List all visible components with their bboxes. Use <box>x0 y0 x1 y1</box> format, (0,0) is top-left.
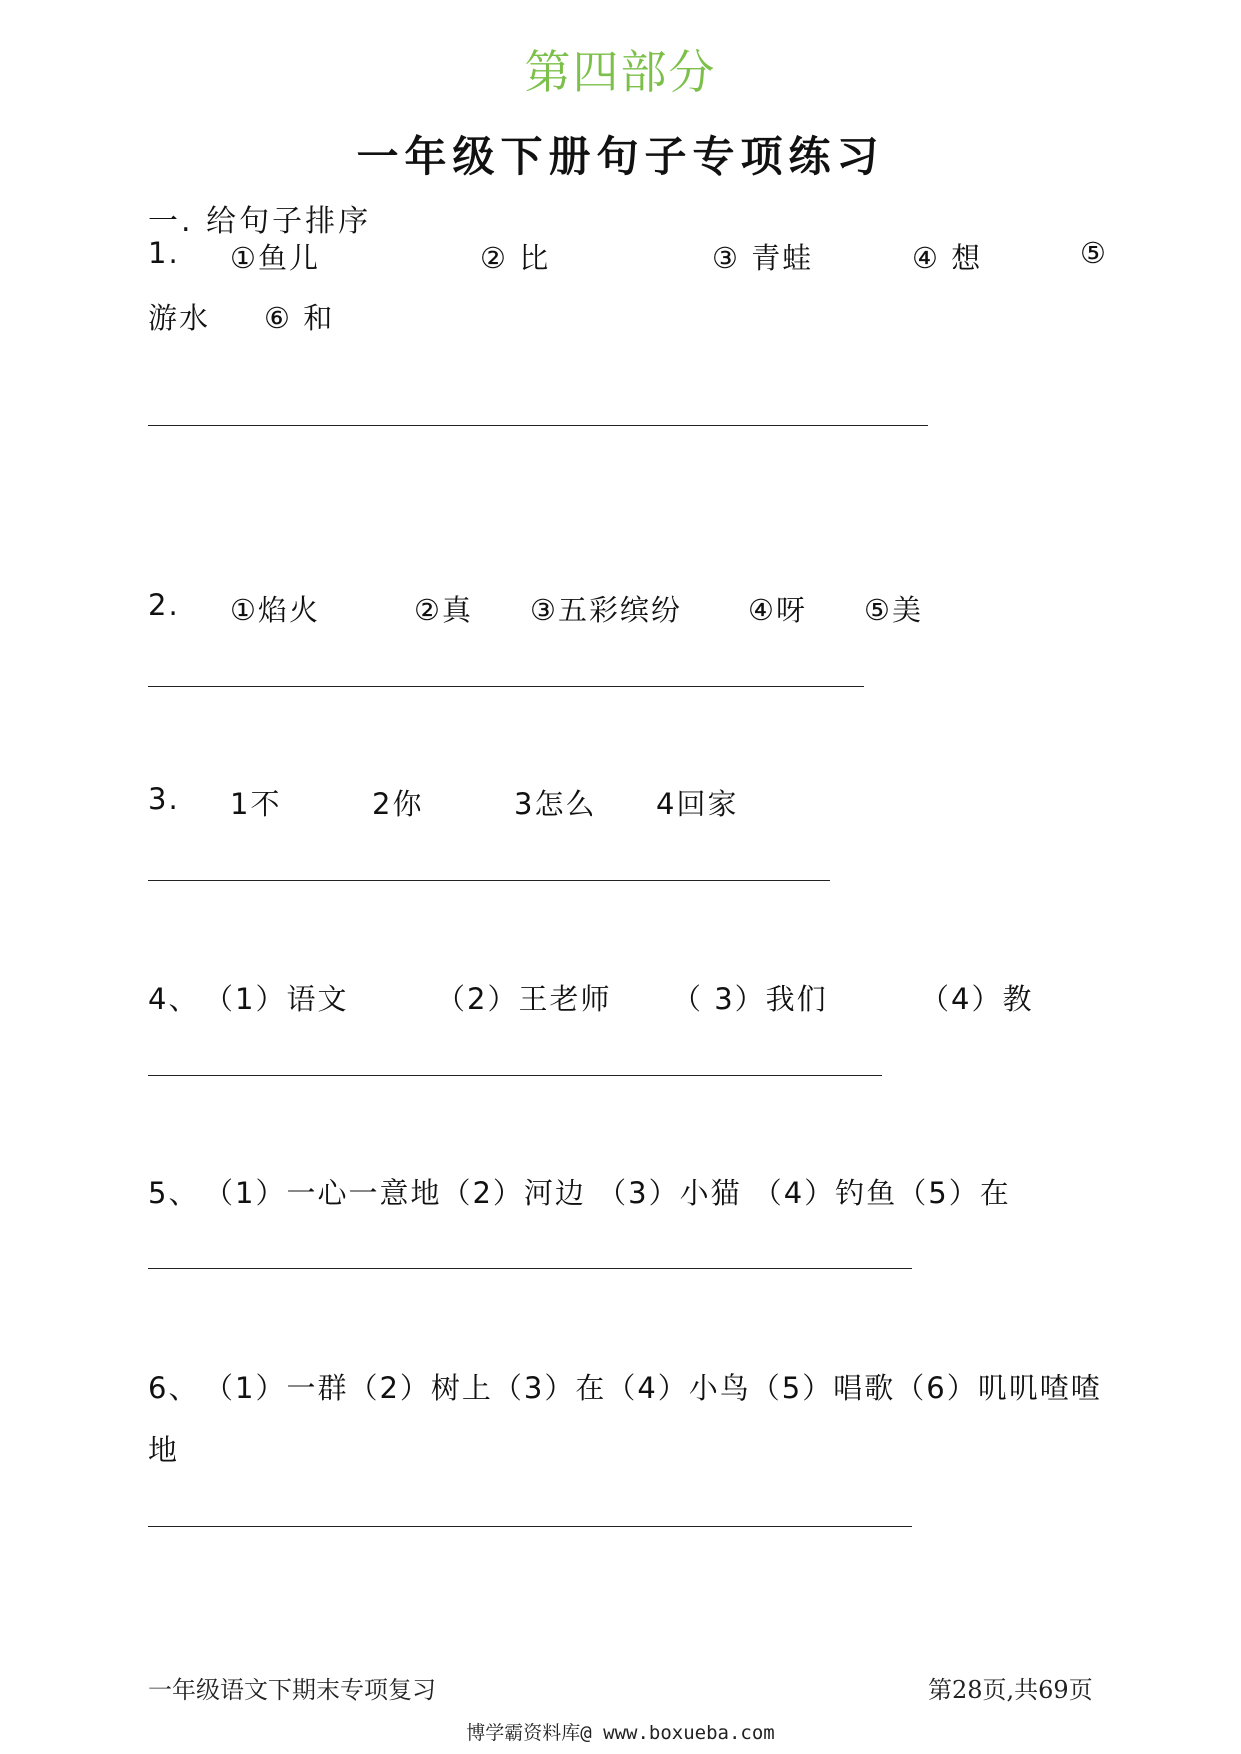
question-number: 5、 <box>148 1176 200 1210</box>
footer-title: 一年级语文下期末专项复习 <box>148 1676 436 1704</box>
word-item: 1不 <box>230 787 282 821</box>
answer-line <box>148 686 864 687</box>
word-item: ②真 <box>414 593 473 627</box>
word-item: ①焰火 <box>230 593 320 627</box>
question-number: 6、 <box>148 1371 200 1405</box>
question-number: 4、 <box>148 982 200 1016</box>
word-item: ③五彩缤纷 <box>530 593 682 627</box>
word-item: 4回家 <box>656 787 739 821</box>
question-number: 2. <box>148 588 180 622</box>
word-item: ⑥ 和 <box>264 301 335 335</box>
section-heading: 一. 给句子排序 <box>148 204 372 239</box>
word-item: （4）教 <box>920 982 1034 1016</box>
word-item: ④ 想 <box>912 241 983 275</box>
watermark: 博学霸资料库@ www.boxueba.com <box>466 1722 775 1744</box>
question-number: 1. <box>148 236 180 270</box>
answer-line <box>148 425 928 426</box>
answer-line <box>148 1268 912 1269</box>
word-item: 游水 <box>148 301 211 335</box>
word-item: ①鱼儿 <box>230 241 320 275</box>
word-item: 2你 <box>372 787 424 821</box>
word-item: ⑤ <box>1080 236 1108 270</box>
question-text: （1）一群（2）树上（3）在（4）小鸟（5）唱歌（6）叽叽喳喳 <box>204 1371 1102 1405</box>
question-text: （1）一心一意地（2）河边 （3）小猫 （4）钓鱼（5）在 <box>204 1176 1011 1210</box>
answer-line <box>148 880 830 881</box>
main-title: 一年级下册句子专项练习 <box>356 132 885 181</box>
word-item: ③ 青蛙 <box>712 241 814 275</box>
word-item: （1）语文 <box>204 982 349 1016</box>
word-item: ⑤美 <box>864 593 923 627</box>
answer-line <box>148 1526 912 1527</box>
word-item: （ 3）我们 <box>672 982 828 1016</box>
word-item: ④呀 <box>748 593 807 627</box>
word-item: ② 比 <box>480 241 551 275</box>
question-number: 3. <box>148 782 180 816</box>
question-text-continued: 地 <box>148 1433 180 1467</box>
answer-line <box>148 1075 882 1076</box>
word-item: 3怎么 <box>514 787 597 821</box>
part-title: 第四部分 <box>524 45 717 99</box>
page-number: 第28页,共69页 <box>928 1676 1093 1704</box>
word-item: （2）王老师 <box>436 982 612 1016</box>
